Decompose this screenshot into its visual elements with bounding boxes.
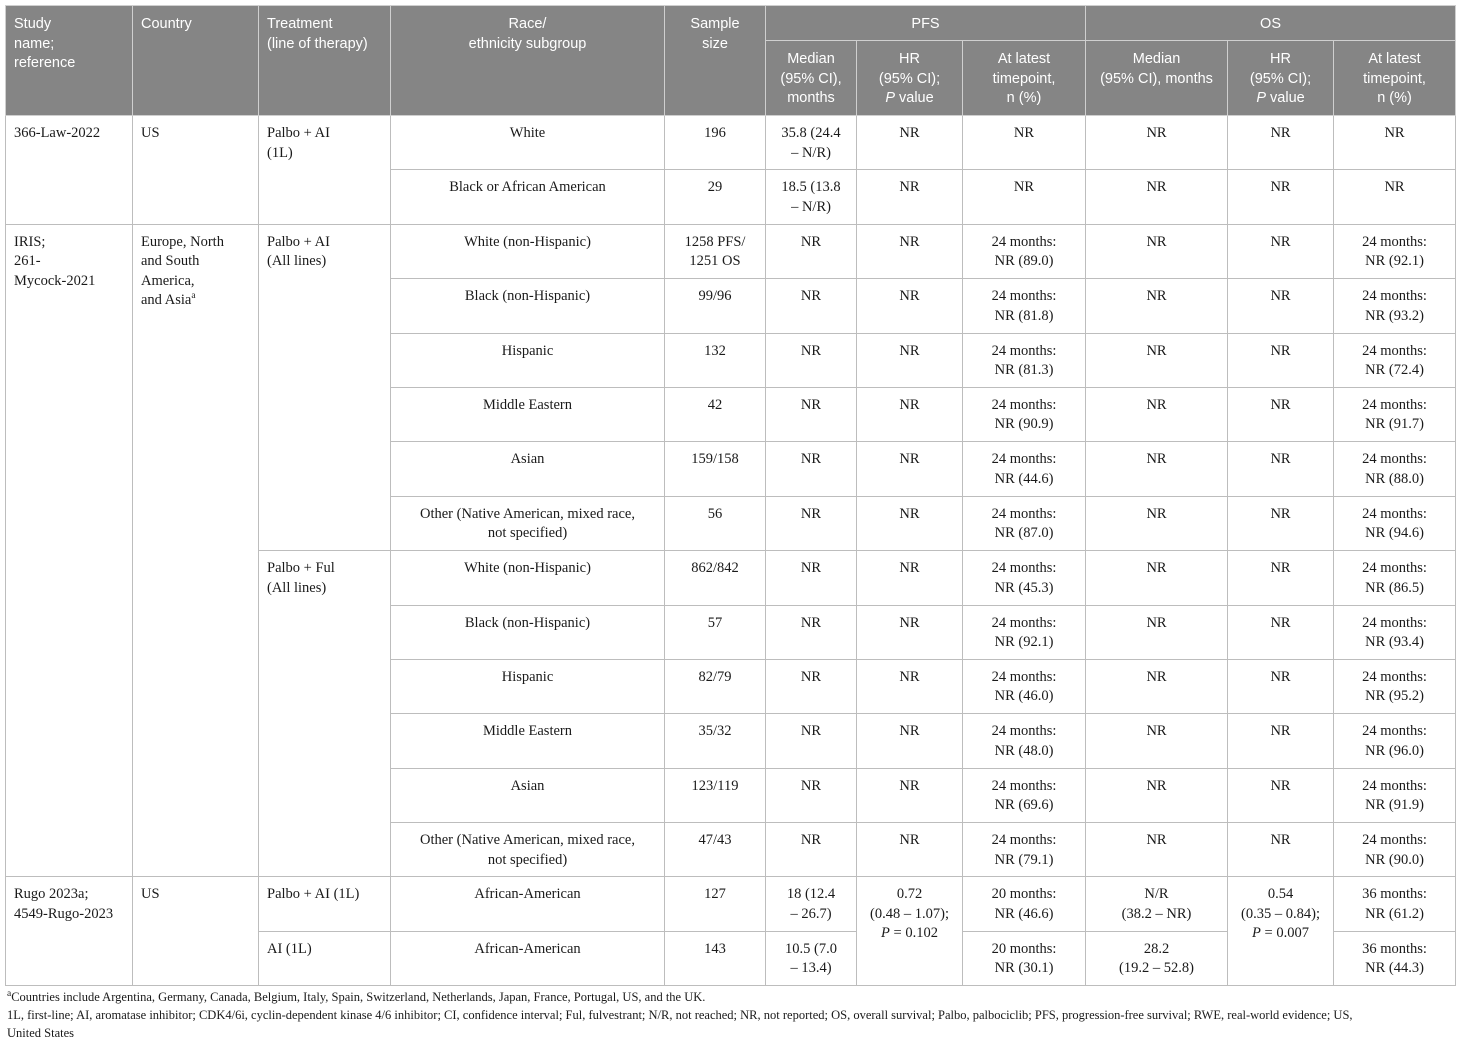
pfs-median: NR — [766, 442, 857, 496]
sample-size: 862/842 — [665, 551, 766, 605]
race-subgroup: Asian — [391, 768, 665, 822]
pfs-latest: NR — [963, 116, 1086, 170]
os-median: N/R (38.2 – NR) — [1086, 877, 1228, 931]
os-hr: NR — [1228, 333, 1334, 387]
os-median: NR — [1086, 551, 1228, 605]
pfs-latest: 24 months: NR (69.6) — [963, 768, 1086, 822]
os-latest: 36 months: NR (61.2) — [1334, 877, 1456, 931]
col-header-os-hr: HR (95% CI); P value — [1228, 41, 1334, 116]
sample-size: 132 — [665, 333, 766, 387]
pfs-hr: NR — [857, 116, 963, 170]
os-hr: NR — [1228, 279, 1334, 333]
pfs-hr: NR — [857, 279, 963, 333]
race-subgroup: African-American — [391, 931, 665, 985]
col-header-pfs-median: Median (95% CI), months — [766, 41, 857, 116]
os-median: NR — [1086, 279, 1228, 333]
os-median: 28.2 (19.2 – 52.8) — [1086, 931, 1228, 985]
os-latest: 24 months: NR (93.2) — [1334, 279, 1456, 333]
race-subgroup: Black (non-Hispanic) — [391, 605, 665, 659]
race-subgroup: White (non-Hispanic) — [391, 551, 665, 605]
study-name: IRIS; 261- Mycock-2021 — [6, 224, 133, 877]
col-group-os: OS — [1086, 6, 1456, 41]
pfs-median: NR — [766, 496, 857, 550]
sample-size: 42 — [665, 387, 766, 441]
os-hr: 0.54 (0.35 – 0.84); P = 0.007 — [1228, 877, 1334, 986]
country: US — [133, 877, 259, 986]
race-subgroup: White — [391, 116, 665, 170]
pfs-hr: NR — [857, 442, 963, 496]
os-median: NR — [1086, 387, 1228, 441]
pfs-median: NR — [766, 551, 857, 605]
race-subgroup: Other (Native American, mixed race, not specified) — [391, 823, 665, 877]
sample-size: 1258 PFS/ 1251 OS — [665, 224, 766, 278]
sample-size: 47/43 — [665, 823, 766, 877]
pfs-latest: 24 months: NR (79.1) — [963, 823, 1086, 877]
os-latest: 24 months: NR (90.0) — [1334, 823, 1456, 877]
sample-size: 82/79 — [665, 659, 766, 713]
os-median: NR — [1086, 496, 1228, 550]
sample-size: 196 — [665, 116, 766, 170]
os-latest: 24 months: NR (93.4) — [1334, 605, 1456, 659]
pfs-median: NR — [766, 605, 857, 659]
pfs-median: 35.8 (24.4 – N/R) — [766, 116, 857, 170]
os-latest: 24 months: NR (91.7) — [1334, 387, 1456, 441]
table-row — [6, 224, 1456, 278]
pfs-hr: NR — [857, 605, 963, 659]
sample-size: 159/158 — [665, 442, 766, 496]
pfs-latest: 20 months: NR (30.1) — [963, 931, 1086, 985]
os-latest: 24 months: NR (96.0) — [1334, 714, 1456, 768]
os-hr: NR — [1228, 823, 1334, 877]
os-median: NR — [1086, 333, 1228, 387]
os-hr: NR — [1228, 659, 1334, 713]
race-subgroup: White (non-Hispanic) — [391, 224, 665, 278]
race-subgroup: African-American — [391, 877, 665, 931]
sample-size: 143 — [665, 931, 766, 985]
os-hr: NR — [1228, 224, 1334, 278]
pfs-hr: NR — [857, 170, 963, 224]
os-latest: 36 months: NR (44.3) — [1334, 931, 1456, 985]
os-hr: NR — [1228, 387, 1334, 441]
table-body — [6, 116, 1456, 986]
col-header-sample-size: Sample size — [665, 6, 766, 116]
os-hr: NR — [1228, 170, 1334, 224]
col-header-pfs-hr: HR (95% CI); P value — [857, 41, 963, 116]
treatment: Palbo + AI (1L) — [259, 877, 391, 931]
pfs-latest: 24 months: NR (46.0) — [963, 659, 1086, 713]
os-latest: 24 months: NR (94.6) — [1334, 496, 1456, 550]
col-header-pfs-latest: At latest timepoint, n (%) — [963, 41, 1086, 116]
pfs-hr: NR — [857, 387, 963, 441]
pfs-hr: NR — [857, 496, 963, 550]
pfs-hr: NR — [857, 714, 963, 768]
os-latest: 24 months: NR (95.2) — [1334, 659, 1456, 713]
pfs-median: NR — [766, 333, 857, 387]
pfs-latest: 24 months: NR (90.9) — [963, 387, 1086, 441]
table-row — [6, 116, 1456, 170]
pfs-latest: 24 months: NR (44.6) — [963, 442, 1086, 496]
os-hr: NR — [1228, 442, 1334, 496]
pfs-hr: NR — [857, 823, 963, 877]
treatment: Palbo + Ful (All lines) — [259, 551, 391, 877]
country: Europe, North and South America, and Asia$^a$ — [133, 224, 259, 877]
pfs-hr: NR — [857, 659, 963, 713]
pfs-median: 10.5 (7.0 – 13.4) — [766, 931, 857, 985]
sample-size: 56 — [665, 496, 766, 550]
os-latest: 24 months: NR (72.4) — [1334, 333, 1456, 387]
sample-size: 99/96 — [665, 279, 766, 333]
os-median: NR — [1086, 605, 1228, 659]
race-subgroup: Asian — [391, 442, 665, 496]
pfs-hr: NR — [857, 224, 963, 278]
pfs-latest: 24 months: NR (81.8) — [963, 279, 1086, 333]
pfs-latest: 24 months: NR (89.0) — [963, 224, 1086, 278]
pfs-latest: NR — [963, 170, 1086, 224]
race-subgroup: Middle Eastern — [391, 714, 665, 768]
os-median: NR — [1086, 170, 1228, 224]
pfs-hr: NR — [857, 768, 963, 822]
pfs-latest: 24 months: NR (81.3) — [963, 333, 1086, 387]
treatment: AI (1L) — [259, 931, 391, 985]
os-median: NR — [1086, 823, 1228, 877]
os-latest: 24 months: NR (86.5) — [1334, 551, 1456, 605]
col-header-treatment: Treatment (line of therapy) — [259, 6, 391, 116]
pfs-median: NR — [766, 659, 857, 713]
os-median: NR — [1086, 116, 1228, 170]
race-subgroup: Black (non-Hispanic) — [391, 279, 665, 333]
os-median: NR — [1086, 224, 1228, 278]
country: US — [133, 116, 259, 225]
treatment: Palbo + AI (1L) — [259, 116, 391, 225]
pfs-median: NR — [766, 714, 857, 768]
race-subgroup: Black or African American — [391, 170, 665, 224]
pfs-median: NR — [766, 387, 857, 441]
pfs-median: NR — [766, 768, 857, 822]
pfs-latest: 20 months: NR (46.6) — [963, 877, 1086, 931]
sample-size: 127 — [665, 877, 766, 931]
os-latest: 24 months: NR (91.9) — [1334, 768, 1456, 822]
footnote-abbreviations: 1L, first-line; AI, aromatase inhibitor; CDK4/6i, cyclin-dependent kinase 4/6 inhibitor; CI, confidence interval; Ful, fulvestrant; N/R, not reached; NR, not reported; OS, overall survival; Palbo, palbociclib; PFS, progression-free survival; RWE, real-world evidence; US, United States — [7, 1008, 1353, 1041]
pfs-latest: 24 months: NR (45.3) — [963, 551, 1086, 605]
study-name: 366-Law-2022 — [6, 116, 133, 225]
sample-size: 35/32 — [665, 714, 766, 768]
os-latest: NR — [1334, 170, 1456, 224]
table-row — [6, 877, 1456, 931]
table-container — [5, 5, 1455, 1042]
col-group-pfs: PFS — [766, 6, 1086, 41]
os-latest: NR — [1334, 116, 1456, 170]
race-subgroup: Other (Native American, mixed race, not specified) — [391, 496, 665, 550]
os-hr: NR — [1228, 116, 1334, 170]
os-hr: NR — [1228, 714, 1334, 768]
study-name: Rugo 2023a; 4549-Rugo-2023 — [6, 877, 133, 986]
treatment: Palbo + AI (All lines) — [259, 224, 391, 550]
os-hr: NR — [1228, 551, 1334, 605]
pfs-median: 18 (12.4 – 26.7) — [766, 877, 857, 931]
pfs-hr: 0.72 (0.48 – 1.07); P = 0.102 — [857, 877, 963, 986]
pfs-hr: NR — [857, 551, 963, 605]
race-subgroup: Middle Eastern — [391, 387, 665, 441]
os-median: NR — [1086, 714, 1228, 768]
sample-size: 123/119 — [665, 768, 766, 822]
pfs-median: NR — [766, 823, 857, 877]
race-subgroup: Hispanic — [391, 333, 665, 387]
pfs-latest: 24 months: NR (92.1) — [963, 605, 1086, 659]
col-header-race: Race/ ethnicity subgroup — [391, 6, 665, 116]
col-header-study: Study name; reference — [6, 6, 133, 116]
sample-size: 57 — [665, 605, 766, 659]
os-hr: NR — [1228, 496, 1334, 550]
os-latest: 24 months: NR (92.1) — [1334, 224, 1456, 278]
results-table — [5, 5, 1456, 986]
pfs-median: 18.5 (13.8 – N/R) — [766, 170, 857, 224]
os-median: NR — [1086, 768, 1228, 822]
pfs-hr: NR — [857, 333, 963, 387]
footnote-a: $^a$Countries include Argentina, Germany, Canada, Belgium, Italy, Spain, Switzerland, Netherlands, Japan, France, Portugal, US, and the UK. — [7, 989, 706, 1005]
pfs-latest: 24 months: NR (87.0) — [963, 496, 1086, 550]
pfs-median: NR — [766, 279, 857, 333]
os-hr: NR — [1228, 768, 1334, 822]
race-subgroup: Hispanic — [391, 659, 665, 713]
os-latest: 24 months: NR (88.0) — [1334, 442, 1456, 496]
sample-size: 29 — [665, 170, 766, 224]
col-header-os-median: Median (95% CI), months — [1086, 41, 1228, 116]
os-hr: NR — [1228, 605, 1334, 659]
col-header-os-latest: At latest timepoint, n (%) — [1334, 41, 1456, 116]
os-median: NR — [1086, 659, 1228, 713]
os-median: NR — [1086, 442, 1228, 496]
pfs-median: NR — [766, 224, 857, 278]
footnotes — [5, 988, 1455, 1042]
pfs-latest: 24 months: NR (48.0) — [963, 714, 1086, 768]
col-header-country: Country — [133, 6, 259, 116]
